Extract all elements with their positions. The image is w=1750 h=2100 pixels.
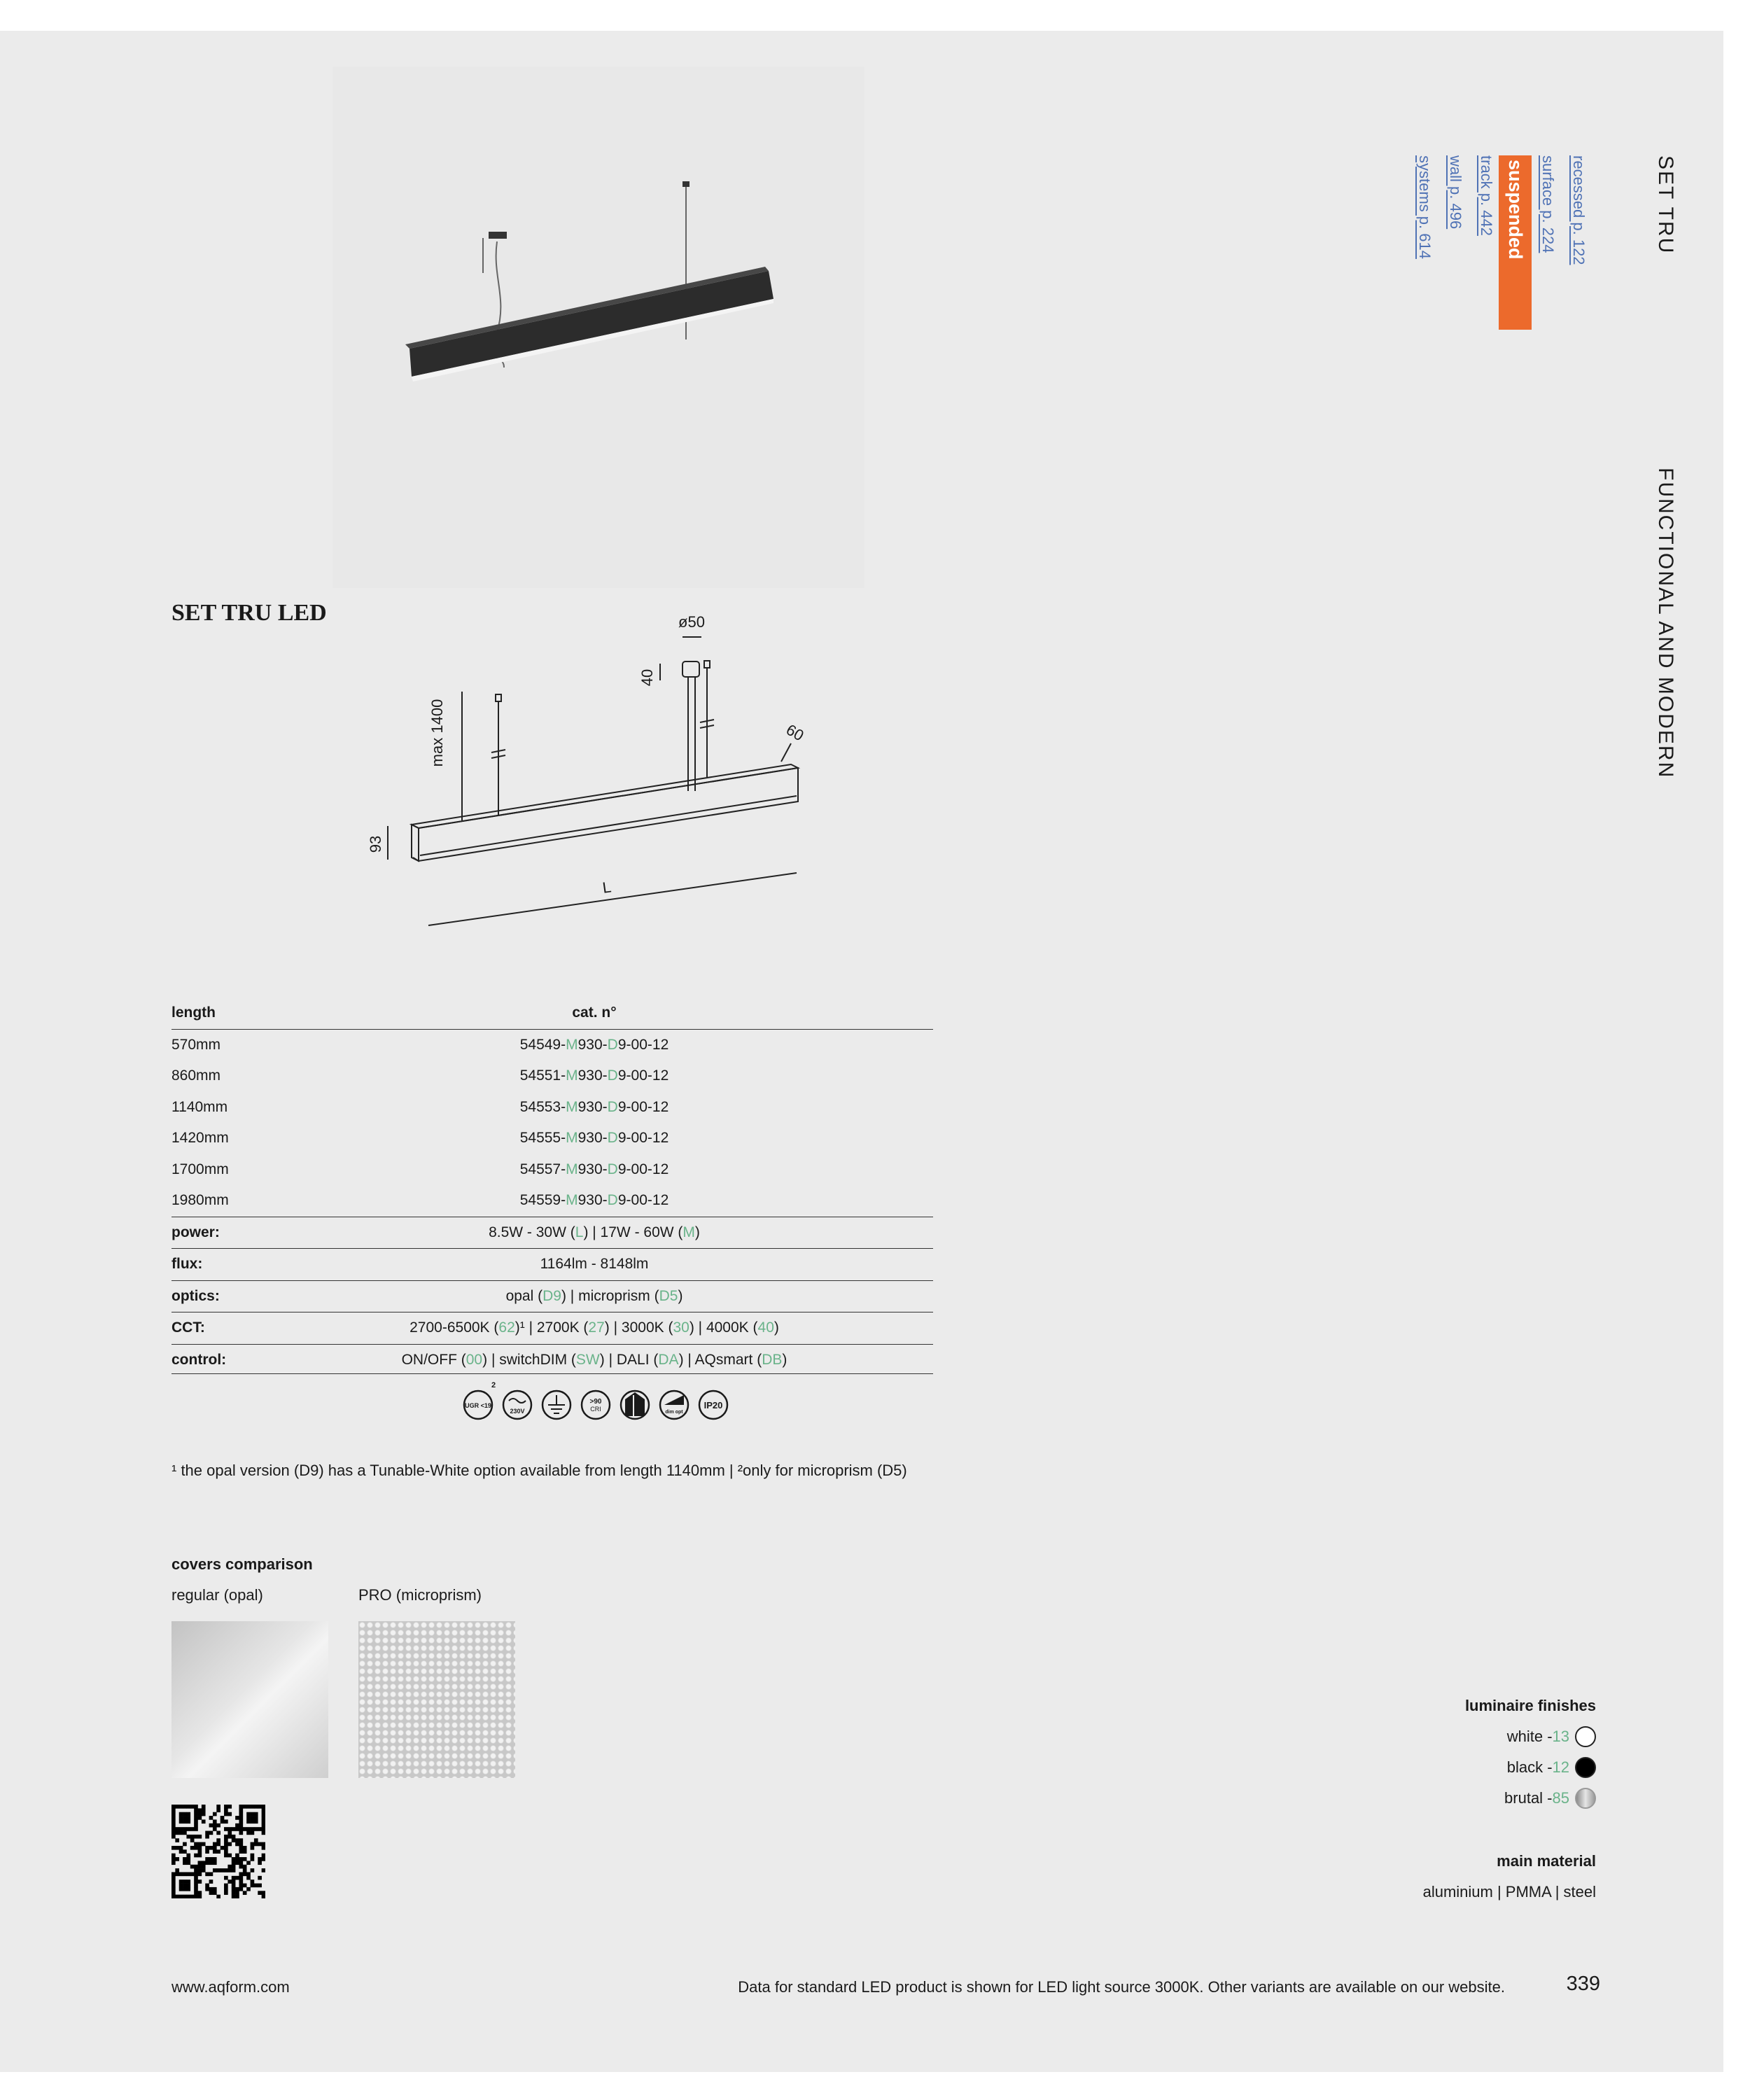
spec-value: opal (D9) | microprism (D5) — [505, 1287, 683, 1304]
cat-prefix: 54557- — [519, 1161, 566, 1177]
qr-code[interactable] — [172, 1805, 265, 1898]
spec-label: optics: — [172, 1287, 220, 1304]
finish-code: 13 — [1552, 1728, 1569, 1745]
spec-row-control — [172, 1344, 933, 1376]
dim-width: 60 — [783, 720, 807, 745]
finish-black — [1507, 1757, 1596, 1778]
ground-icon — [542, 1391, 570, 1419]
cri-icon-top: >90 — [589, 1398, 602, 1406]
row-length: 860mm — [172, 1068, 221, 1084]
finish-name: brutal - — [1504, 1789, 1553, 1807]
row-length: 1700mm — [172, 1161, 229, 1177]
spec-value: 1164lm - 8148lm — [540, 1256, 649, 1273]
table-header — [172, 997, 933, 1030]
finishes-title: luminaire finishes — [1464, 1697, 1596, 1714]
row-length: 570mm — [172, 1036, 221, 1053]
material-value: aluminium | PMMA | steel — [1422, 1883, 1596, 1900]
spec-value: ON/OFF (00) | switchDIM (SW) | DALI (DA) | AQsmart (DB) — [401, 1351, 788, 1368]
table-row — [172, 1185, 933, 1217]
ugr-icon — [464, 1381, 496, 1419]
cat-code: M930-D9-00-12 — [566, 1130, 669, 1147]
cat-prefix: 54551- — [519, 1068, 566, 1084]
cover-pro-swatch — [358, 1621, 515, 1778]
cat-code: M930-D9-00-12 — [566, 1098, 669, 1115]
dim-canopy: 40 — [638, 668, 656, 687]
dim-max-height: max 1400 — [428, 699, 446, 767]
category-heading: FUNCTIONAL AND MODERN — [1654, 468, 1677, 779]
dim-height: 93 — [367, 835, 384, 853]
footer-url[interactable]: www.aqform.com — [172, 1978, 290, 1996]
spec-label: flux: — [172, 1256, 203, 1273]
spec-row-cct — [172, 1312, 933, 1344]
spec-row-flux — [172, 1248, 933, 1280]
cover-pro-label: PRO (microprism) — [358, 1586, 482, 1604]
spec-label: control: — [172, 1351, 227, 1368]
row-cat-number — [332, 1161, 933, 1178]
cover-regular-swatch — [172, 1621, 328, 1778]
covers-comparison-title: covers comparison — [172, 1555, 313, 1573]
finish-white-swatch — [1575, 1726, 1596, 1747]
finish-code: 85 — [1552, 1789, 1569, 1807]
row-length: 1980mm — [172, 1192, 229, 1209]
row-cat-number — [332, 1192, 933, 1209]
nav-link-track[interactable]: track p. 442 — [1478, 155, 1495, 236]
spec-row-optics — [172, 1280, 933, 1312]
catalog-table — [172, 997, 933, 1376]
cat-code: M930-D9-00-12 — [566, 1068, 669, 1084]
product-photo — [332, 66, 864, 588]
cat-code: M930-D9-00-12 — [566, 1036, 669, 1053]
material-title: main material — [1497, 1852, 1596, 1870]
series-heading: SET TRU — [1654, 155, 1677, 255]
nav-link-wall[interactable]: wall p. 496 — [1447, 155, 1464, 230]
certification-icons — [172, 1373, 933, 1437]
cri-icon — [582, 1391, 610, 1419]
product-title: SET TRU LED — [172, 600, 327, 626]
row-cat-number — [332, 1068, 933, 1084]
footnote: ¹ the opal version (D9) has a Tunable-White option available from length 1140mm | ²only for microprism (D5) — [172, 1462, 907, 1479]
voltage-icon — [503, 1391, 531, 1419]
cover-regular-label: regular (opal) — [172, 1586, 263, 1604]
cat-prefix: 54553- — [519, 1098, 566, 1115]
col-cat-header: cat. n° — [572, 1004, 617, 1021]
table-row — [172, 1092, 933, 1124]
voltage-icon-label: 230V — [510, 1408, 525, 1415]
ip20-icon-label: IP20 — [704, 1400, 723, 1410]
cat-prefix: 54549- — [519, 1036, 566, 1053]
dim-length: L — [601, 878, 612, 897]
page-number: 339 — [1566, 1973, 1600, 1995]
cat-code: M930-D9-00-12 — [566, 1192, 669, 1209]
row-cat-number — [332, 1037, 933, 1054]
row-cat-number — [332, 1130, 933, 1147]
nav-link-surface[interactable]: surface p. 224 — [1539, 155, 1557, 253]
cat-code: M930-D9-00-12 — [566, 1161, 669, 1177]
table-row — [172, 1154, 933, 1186]
finish-brutal-swatch — [1575, 1788, 1596, 1809]
finish-name: black - — [1506, 1758, 1553, 1776]
nav-link-suspended[interactable]: suspended — [1499, 155, 1532, 330]
row-length: 1140mm — [172, 1098, 228, 1115]
spec-label: CCT: — [172, 1320, 205, 1336]
table-row — [172, 1060, 933, 1092]
nav-link-systems[interactable]: systems p. 614 — [1416, 155, 1434, 259]
spec-row-power — [172, 1217, 933, 1249]
cri-icon-bottom: CRI — [590, 1406, 601, 1413]
table-row — [172, 1123, 933, 1154]
col-length-header: length — [172, 1004, 216, 1021]
suspended-mount-icon — [621, 1391, 649, 1419]
dimming-icon — [660, 1391, 688, 1419]
cat-prefix: 54555- — [519, 1130, 566, 1147]
table-row — [172, 1030, 933, 1061]
dim-diameter: ø50 — [678, 613, 705, 631]
dimming-icon-label: dim opt — [665, 1410, 683, 1415]
finish-white — [1507, 1726, 1596, 1747]
ip20-icon — [699, 1391, 727, 1419]
footer-note: Data for standard LED product is shown for LED light source 3000K. Other variants are available on our website. — [738, 1978, 1505, 1996]
spec-label: power: — [172, 1224, 220, 1240]
ugr-icon-label: UGR <19 — [465, 1402, 491, 1409]
finish-brutal — [1504, 1788, 1596, 1809]
row-length: 1420mm — [172, 1130, 229, 1147]
finish-code: 12 — [1552, 1758, 1569, 1776]
technical-drawing — [350, 602, 854, 952]
row-cat-number — [332, 1099, 933, 1116]
nav-link-recessed[interactable]: recessed p. 122 — [1570, 155, 1588, 265]
finish-name: white - — [1506, 1728, 1553, 1745]
ugr-icon-superscript: 2 — [491, 1381, 496, 1390]
cat-prefix: 54559- — [519, 1192, 566, 1209]
spec-value: 2700-6500K (62)¹ | 2700K (27) | 3000K (30) | 4000K (40) — [410, 1320, 779, 1336]
spec-value: 8.5W - 30W (L) | 17W - 60W (M) — [489, 1224, 700, 1240]
finish-black-swatch — [1575, 1757, 1596, 1778]
